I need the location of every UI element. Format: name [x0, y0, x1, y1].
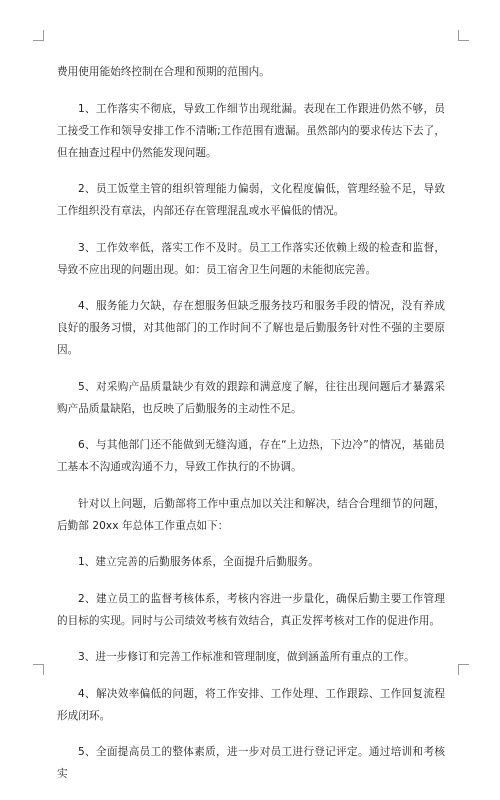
paragraph: 费用使用能始终控制在合理和预期的范围内。 [57, 66, 270, 78]
paragraph: 针对以上问题，后勤部将工作中重点加以关注和解决，结合合理细节的问题，后勤部 20xx 年总体工作重点如下： [57, 497, 445, 532]
crop-mark-top-right [458, 30, 469, 41]
document-body [57, 61, 445, 800]
paragraph: 2、建立员工的监督考核体系，考核内容进一步量化，确保后勤主要工作管理的目标的实现。同时与公司绩效考核有效结合，真正发挥考核对工作的促进作用。 [57, 592, 445, 627]
crop-mark-bottom-right [458, 664, 469, 675]
paragraph: 5、全面提高员工的整体素质，进一步对员工进行登记评定。通过培训和考核实 [57, 746, 445, 780]
paragraph: 4、服务能力欠缺，存在想服务但缺乏服务技巧和服务手段的情况，没有养成良好的服务习惯，对其他部门的工作时间不了解也是后勤服务针对性不强的主要原因。 [57, 300, 445, 356]
paragraph: 5、对采购产品质量缺少有效的跟踪和满意度了解，往往出现问题后才暴露采购产品质量缺陷，也反映了后勤服务的主动性不足。 [57, 380, 445, 415]
paragraph: 2、员工饭堂主管的组织管理能力偏弱，文化程度偏低，管理经验不足，导致工作组织没有章法，内部还存在管理混乱或水平偏低的情况。 [57, 183, 445, 217]
paragraph: 1、工作落实不彻底，导致工作细节出现纰漏。表现在工作跟进仍然不够，员工接受工作和领导安排工作不清晰;工作范围有遗漏。虽然部内的要求传达下去了，但在抽查过程中仍然能发现问题。 [57, 102, 445, 159]
paragraph: 6、与其他部门还不能做到无缝沟通，存在“上边热，下边冷”的情况，基础员工基本不沟通或沟通不力，导致工作执行的不协调。 [57, 439, 445, 473]
paragraph: 1、建立完善的后勤服务体系，全面提升后勤服务。 [78, 556, 319, 568]
paragraph: 4、解决效率偏低的问题，将工作安排、工作处理、工作跟踪、工作回复流程形成闭环。 [57, 687, 445, 722]
crop-mark-bottom-left [33, 664, 44, 675]
paragraph: 3、工作效率低，落实工作不及时。员工工作落实还依赖上级的检查和监督，导致不应出现的问题出现。如：员工宿舍卫生问题的未能彻底完善。 [57, 241, 445, 276]
crop-mark-top-left [33, 30, 44, 41]
paragraph: 3、进一步修订和完善工作标准和管理制度，做到涵盖所有重点的工作。 [78, 651, 415, 663]
